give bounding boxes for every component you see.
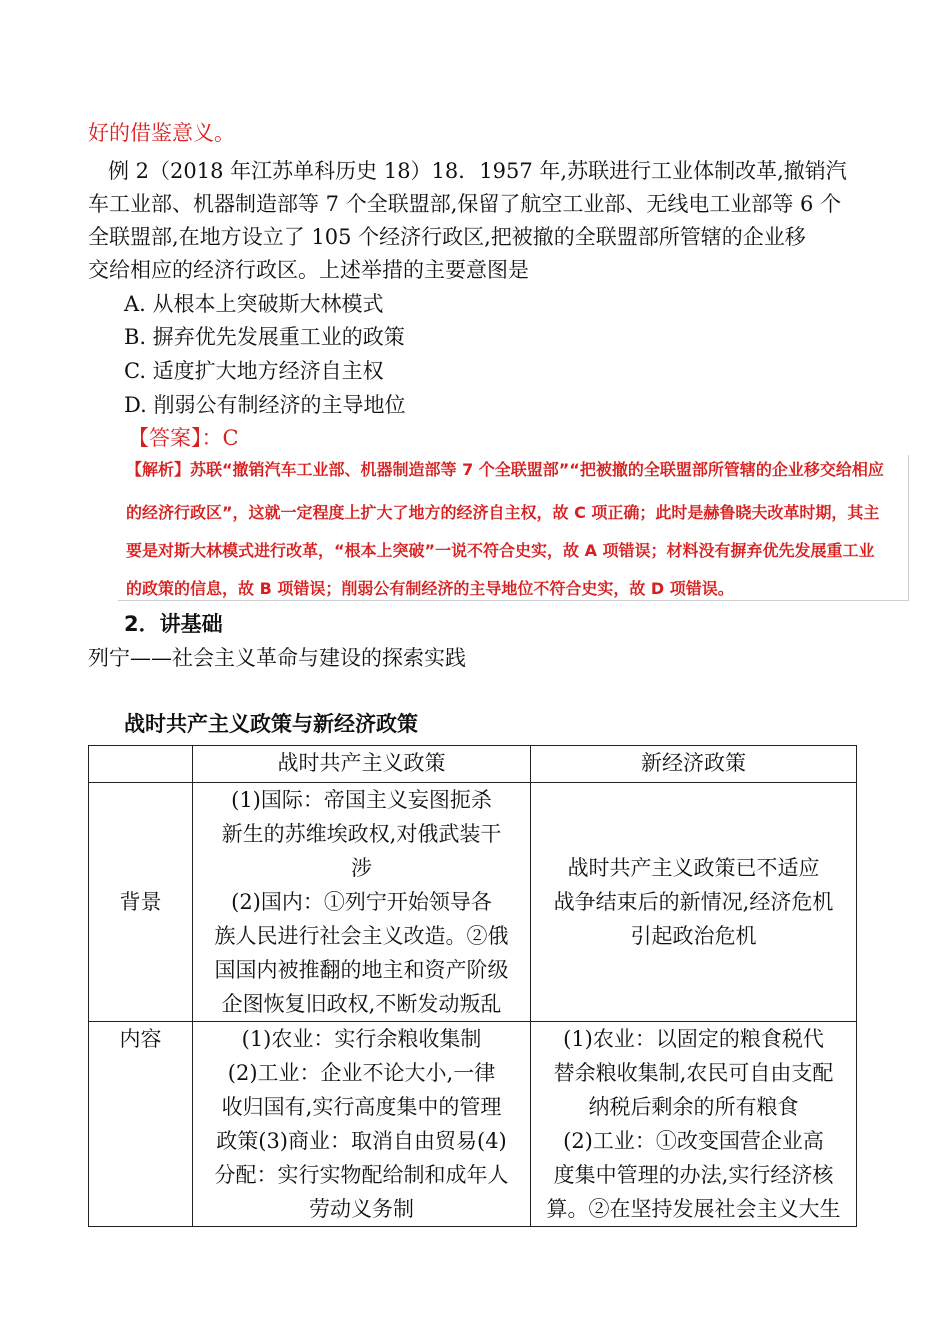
cell-line: 国国内被推翻的地主和资产阶级: [214, 958, 509, 982]
cell-line: 涉: [351, 856, 372, 880]
example-line: 全联盟部,在地方设立了 105 个经济行政区,把被撤的全联盟部所管辖的企业移: [88, 225, 806, 249]
table-header-row: [89, 746, 857, 783]
cell-line: 企图恢复旧政权,不断发动叛乱: [221, 992, 502, 1016]
cell-line: (1)农业：以固定的粮食税代: [563, 1027, 824, 1051]
example-line: 车工业部、机器制造部等 7 个全联盟部,保留了航空工业部、无线电工业部等 6 个: [88, 192, 842, 216]
example-line: 例 2（2018 年江苏单科历史 18）18．1957 年,苏联进行工业体制改革,撤销汽: [108, 159, 847, 183]
policy-comparison-table: [88, 745, 857, 1227]
row-label-cell: 内容: [89, 1022, 193, 1227]
cell-line: 纳税后剩余的所有粮食: [588, 1095, 799, 1119]
war-communism-cell: [193, 1022, 531, 1227]
cell-line: 替余粮收集制,农民可自由支配: [553, 1061, 834, 1085]
analysis-line: 的政策的信息，故 B 项错误；削弱公有制经济的主导地位不符合史实，故 D 项错误。: [126, 579, 734, 598]
section-heading: 2．讲基础: [124, 612, 223, 636]
table-row-background: [89, 783, 857, 1022]
table-header-cell: 战时共产主义政策: [193, 746, 531, 783]
cell-line: (2)国内：①列宁开始领导各: [231, 890, 492, 914]
table-title: 战时共产主义政策与新经济政策: [124, 712, 418, 736]
table-header-cell: 新经济政策: [531, 746, 857, 783]
war-communism-cell: [193, 783, 531, 1022]
intro-line: 好的借鉴意义。: [88, 121, 235, 145]
cell-line: 战时共产主义政策已不适应: [567, 856, 820, 880]
cell-line: 劳动义务制: [309, 1197, 414, 1221]
cell-line: (1)国际：帝国主义妄图扼杀: [231, 788, 492, 812]
option-d: D. 削弱公有制经济的主导地位: [124, 393, 406, 417]
cell-line: 族人民进行社会主义改造。②俄: [214, 924, 509, 948]
section-subtitle: 列宁——社会主义革命与建设的探索实践: [88, 646, 466, 670]
table-row-content: [89, 1022, 857, 1227]
cell-line: 度集中管理的办法,实行经济核: [553, 1163, 834, 1187]
answer-line: 【答案】：C: [128, 426, 239, 450]
example-line: 交给相应的经济行政区。上述举措的主要意图是: [88, 258, 529, 282]
option-c: C. 适度扩大地方经济自主权: [124, 359, 384, 383]
cell-line: (1)农业：实行余粮收集制: [241, 1027, 482, 1051]
cell-line: 算。②在坚持发展社会主义大生: [546, 1197, 841, 1221]
option-b: B. 摒弃优先发展重工业的政策: [124, 325, 405, 349]
cell-line: 政策(3)商业：取消自由贸易(4): [216, 1129, 507, 1153]
cell-line: 分配：实行实物配给制和成年人: [214, 1163, 509, 1187]
option-a: A. 从根本上突破斯大林模式: [124, 292, 384, 316]
table-header-cell: [89, 746, 193, 783]
cell-line: 收归国有,实行高度集中的管理: [221, 1095, 502, 1119]
cell-line: (2)工业：①改变国营企业高: [563, 1129, 824, 1153]
analysis-line: 的经济行政区”，这就一定程度上扩大了地方的经济自主权，故 C 项正确；此时是赫鲁晓夫改革时期，其主: [126, 503, 880, 522]
cell-line: 新生的苏维埃政权,对俄武装干: [221, 822, 502, 846]
cell-line: (2)工业：企业不论大小,一律: [227, 1061, 496, 1085]
nep-cell: [531, 783, 857, 1022]
analysis-line: 要是对斯大林模式进行改革，“根本上突破”一说不符合史实，故 A 项错误；材料没有摒弃优先发展重工业: [126, 541, 875, 560]
cell-line: 引起政治危机: [630, 924, 757, 948]
row-label-cell: 背景: [89, 783, 193, 1022]
nep-cell: [531, 1022, 857, 1227]
analysis-line: 【解析】苏联“撤销汽车工业部、机器制造部等 7 个全联盟部”“把被撤的全联盟部所管辖的企业移交给相应: [126, 460, 884, 479]
cell-line: 战争结束后的新情况,经济危机: [553, 890, 834, 914]
